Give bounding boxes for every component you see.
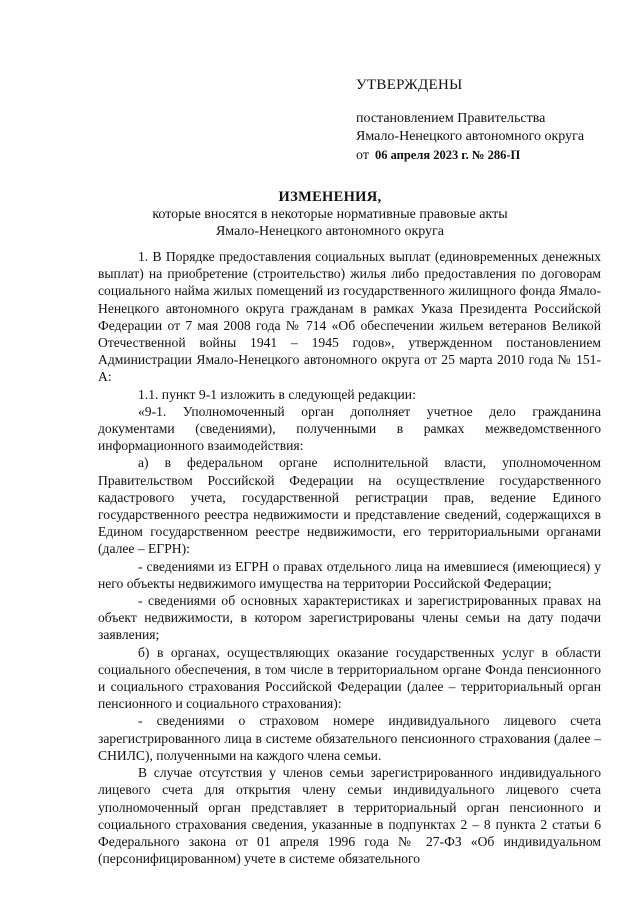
document-title: ИЗМЕНЕНИЯ, bbox=[278, 189, 382, 205]
paragraph-6: - сведениями об основных характеристиках и зарегистрированных правах на объект недвижимости, в котором зарегистрированы члены семьи на дату подачи заявления; bbox=[98, 593, 601, 643]
approval-block bbox=[356, 76, 626, 165]
paragraph-1: 1. В Порядке предоставления социальных выплат (единовременных денежных выплат) на приобретение (строительство) жилья либо предоставления по договорам социального найма жилых помещений из государственного жилищного фонда Ямало-Ненецкого автономного округа гражданам в рамках Указа Президента Российской Федерации от 7 мая 2008 года № 714 «Об обеспечении жильем ветеранов Великой Отечественной войны 1941 – 1945 годов», утвержденном постановлением Администрации Ямало-Ненецкого автономного округа от 25 марта 2010 года № 151-А: bbox=[98, 249, 601, 385]
approval-date-line bbox=[356, 146, 626, 165]
approval-line-2: Ямало-Ненецкого автономного округа bbox=[356, 129, 585, 144]
approval-title: УТВЕРЖДЕНЫ bbox=[356, 77, 463, 93]
paragraph-7: б) в органах, осуществляющих оказание государственных услуг в области социального обеспечения, в том числе в территориальном органе Фонда пенсионного и социального страхования Российской Федерации (далее – территориальный орган пенсионного и социального страхования): bbox=[98, 644, 601, 712]
paragraph-8: - сведениями о страховом номере индивидуального лицевого счета зарегистрированного лица в системе обязательного пенсионного страхования (далее – СНИЛС), полученными на каждого члена семьи. bbox=[98, 713, 601, 763]
paragraph-2: 1.1. пункт 9-1 изложить в следующей редакции: bbox=[138, 386, 416, 402]
paragraph-4: а) в федеральном органе исполнительной власти, уполномоченном Правительством Российской Федерации на осуществление государственного кадастрового учета, государственной регистрации прав, ведение Единого государственного реестра недвижимости и представление сведений, содержащихся в Едином государственном реестре недвижимости, его территориальными органами (далее – ЕГРН): bbox=[98, 455, 601, 557]
document-subtitle-2: Ямало-Ненецкого автономного округа bbox=[215, 224, 445, 239]
paragraph-9: В случае отсутствия у членов семьи зарегистрированного индивидуального лицевого счета для открытия члену семьи индивидуального лицевого счета уполномоченный орган представляет в территориальный орган пенсионного и социального страхования сведения, указанные в подпунктах 2 – 8 пункта 2 статьи 6 Федерального закона от 01 апреля 1996 года № 27-ФЗ «Об индивидуальном (персонифицированном) учете в системе обязательного bbox=[98, 765, 601, 867]
paragraph-3: «9-1. Уполномоченный орган дополняет учетное дело гражданина документами (сведениями), полученными в рамках межведомственного информационного взаимодействия: bbox=[98, 403, 601, 454]
approval-date: 06 апреля 2023 г. № 286-П bbox=[374, 148, 521, 162]
approval-line-1: постановлением Правительства bbox=[356, 111, 546, 126]
document-subtitle-1: которые вносятся в некоторые нормативные правовые акты bbox=[152, 207, 508, 222]
approval-date-prefix: от bbox=[356, 148, 369, 163]
paragraph-5: - сведениями из ЕГРН о правах отдельного лица на имевшиеся (имеющиеся) у него объекты недвижимого имущества на территории Российской Федерации; bbox=[98, 558, 601, 591]
document-body bbox=[98, 248, 601, 867]
